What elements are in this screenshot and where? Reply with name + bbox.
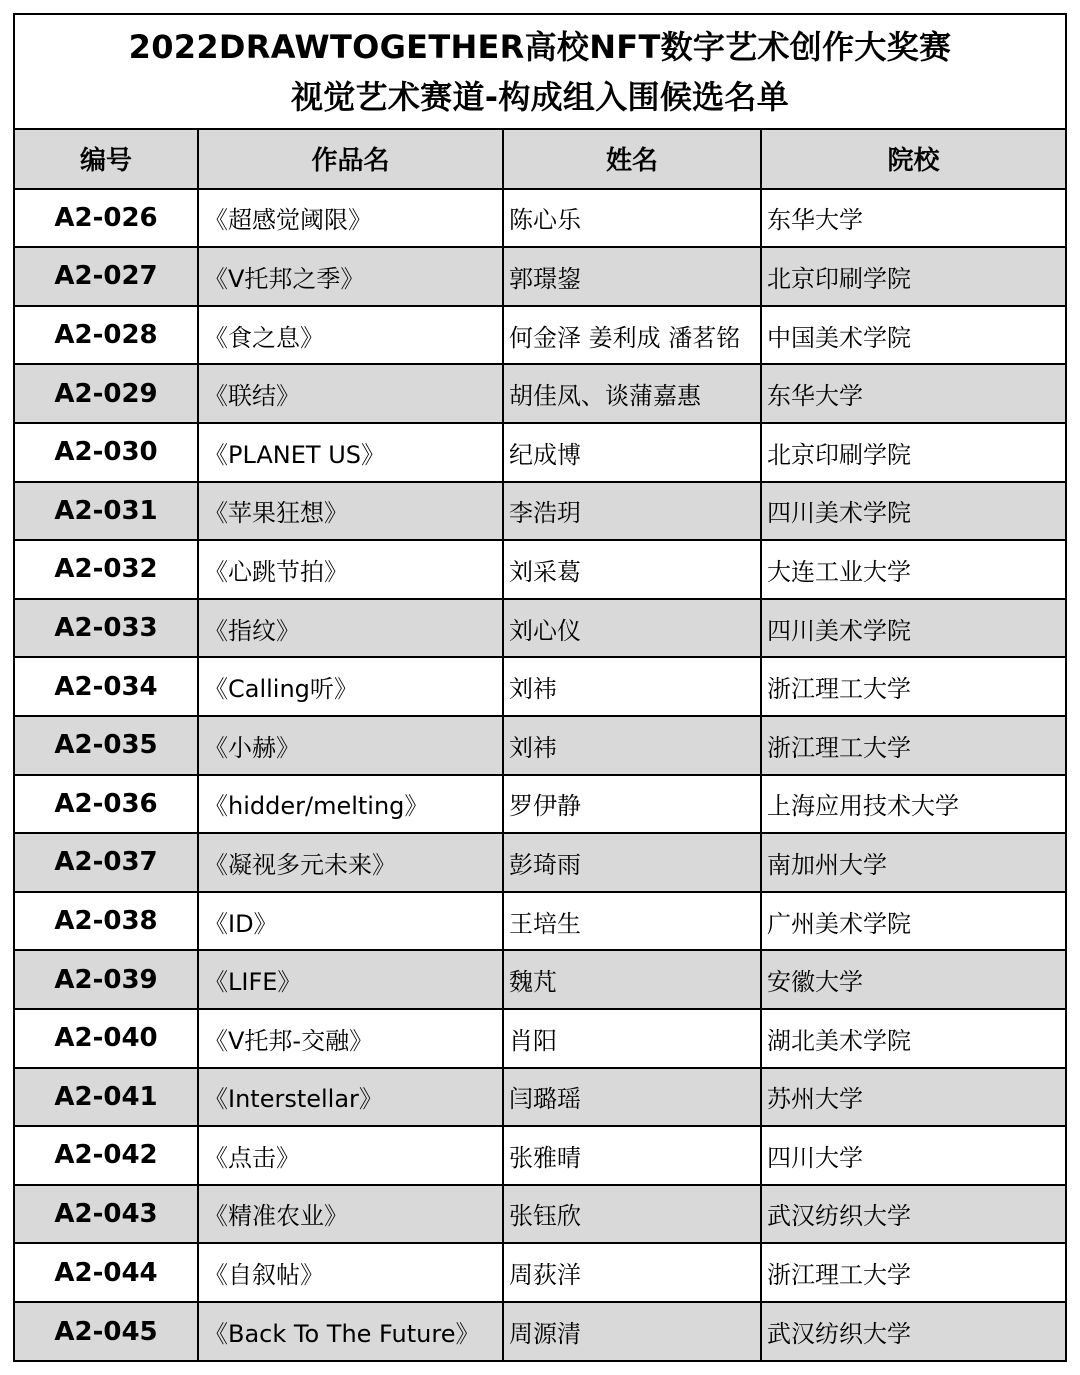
table-row	[15, 1185, 1065, 1244]
entry-id-cell: A2-034	[15, 657, 198, 716]
title-block	[15, 15, 1065, 130]
table-row	[15, 892, 1065, 951]
author-name-cell: 刘祎	[503, 716, 761, 775]
table-row	[15, 1126, 1065, 1185]
work-title-cell: 《指纹》	[198, 599, 503, 658]
entry-id-cell: A2-038	[15, 892, 198, 951]
work-title-cell: 《精准农业》	[198, 1185, 503, 1244]
school-cell: 上海应用技术大学	[761, 775, 1065, 834]
work-title-cell: 《凝视多元未来》	[198, 833, 503, 892]
entry-id-cell: A2-043	[15, 1185, 198, 1244]
school-cell: 武汉纺织大学	[761, 1302, 1065, 1361]
table-row	[15, 423, 1065, 482]
work-title-cell: 《Back To The Future》	[198, 1302, 503, 1361]
author-name-cell: 胡佳凤、谈蒲嘉惠	[503, 364, 761, 423]
work-title-cell: 《V托邦-交融》	[198, 1009, 503, 1068]
work-title-cell: 《自叙帖》	[198, 1243, 503, 1302]
school-cell: 浙江理工大学	[761, 1243, 1065, 1302]
table-row	[15, 657, 1065, 716]
author-name-cell: 肖阳	[503, 1009, 761, 1068]
school-cell: 武汉纺织大学	[761, 1185, 1065, 1244]
entry-id-cell: A2-037	[15, 833, 198, 892]
author-name-cell: 罗伊静	[503, 775, 761, 834]
table-row	[15, 1243, 1065, 1302]
author-name-cell: 李浩玥	[503, 482, 761, 541]
author-name-cell: 陈心乐	[503, 189, 761, 248]
column-header-id: 编号	[15, 130, 198, 189]
school-cell: 浙江理工大学	[761, 716, 1065, 775]
table-row	[15, 833, 1065, 892]
entry-id-cell: A2-031	[15, 482, 198, 541]
author-name-cell: 纪成博	[503, 423, 761, 482]
entry-id-cell: A2-044	[15, 1243, 198, 1302]
table-row	[15, 306, 1065, 365]
entry-id-cell: A2-029	[15, 364, 198, 423]
work-title-cell: 《Interstellar》	[198, 1068, 503, 1127]
work-title-cell: 《食之息》	[198, 306, 503, 365]
entry-id-cell: A2-032	[15, 540, 198, 599]
table-body	[15, 189, 1065, 1361]
school-cell: 大连工业大学	[761, 540, 1065, 599]
table-row	[15, 189, 1065, 248]
entry-id-cell: A2-041	[15, 1068, 198, 1127]
table-row	[15, 775, 1065, 834]
author-name-cell: 王培生	[503, 892, 761, 951]
table-row	[15, 950, 1065, 1009]
column-header-school: 院校	[761, 130, 1065, 189]
school-cell: 北京印刷学院	[761, 423, 1065, 482]
column-header-work: 作品名	[198, 130, 503, 189]
school-cell: 苏州大学	[761, 1068, 1065, 1127]
school-cell: 东华大学	[761, 364, 1065, 423]
work-title-cell: 《超感觉阈限》	[198, 189, 503, 248]
candidate-list-sheet	[13, 13, 1067, 1362]
school-cell: 北京印刷学院	[761, 247, 1065, 306]
entry-id-cell: A2-030	[15, 423, 198, 482]
school-cell: 安徽大学	[761, 950, 1065, 1009]
author-name-cell: 郭璟鋆	[503, 247, 761, 306]
school-cell: 四川大学	[761, 1126, 1065, 1185]
work-title-cell: 《ID》	[198, 892, 503, 951]
entry-id-cell: A2-045	[15, 1302, 198, 1361]
author-name-cell: 魏芃	[503, 950, 761, 1009]
entry-id-cell: A2-028	[15, 306, 198, 365]
entry-id-cell: A2-033	[15, 599, 198, 658]
competition-title: 2022DRAWTOGETHER高校NFT数字艺术创作大奖赛	[128, 27, 952, 66]
work-title-cell: 《小赫》	[198, 716, 503, 775]
author-name-cell: 周源清	[503, 1302, 761, 1361]
author-name-cell: 刘采葛	[503, 540, 761, 599]
table-row	[15, 540, 1065, 599]
school-cell: 东华大学	[761, 189, 1065, 248]
work-title-cell: 《心跳节拍》	[198, 540, 503, 599]
work-title-cell: 《Calling听》	[198, 657, 503, 716]
author-name-cell: 刘心仪	[503, 599, 761, 658]
entry-id-cell: A2-026	[15, 189, 198, 248]
work-title-cell: 《LIFE》	[198, 950, 503, 1009]
work-title-cell: 《PLANET US》	[198, 423, 503, 482]
table-row	[15, 716, 1065, 775]
table-row	[15, 1302, 1065, 1361]
school-cell: 四川美术学院	[761, 599, 1065, 658]
school-cell: 浙江理工大学	[761, 657, 1065, 716]
work-title-cell: 《联结》	[198, 364, 503, 423]
entry-id-cell: A2-040	[15, 1009, 198, 1068]
school-cell: 广州美术学院	[761, 892, 1065, 951]
school-cell: 中国美术学院	[761, 306, 1065, 365]
entry-id-cell: A2-036	[15, 775, 198, 834]
entry-id-cell: A2-039	[15, 950, 198, 1009]
table-row	[15, 1068, 1065, 1127]
work-title-cell: 《点击》	[198, 1126, 503, 1185]
work-title-cell: 《V托邦之季》	[198, 247, 503, 306]
table-row	[15, 1009, 1065, 1068]
table-row	[15, 364, 1065, 423]
candidate-table	[15, 130, 1065, 1360]
author-name-cell: 闫璐瑶	[503, 1068, 761, 1127]
table-row	[15, 482, 1065, 541]
column-header-name: 姓名	[503, 130, 761, 189]
author-name-cell: 何金泽 姜利成 潘茗铭	[503, 306, 761, 365]
header-row	[15, 130, 1065, 189]
school-cell: 南加州大学	[761, 833, 1065, 892]
entry-id-cell: A2-042	[15, 1126, 198, 1185]
author-name-cell: 彭琦雨	[503, 833, 761, 892]
work-title-cell: 《苹果狂想》	[198, 482, 503, 541]
table-row	[15, 599, 1065, 658]
work-title-cell: 《hidder/melting》	[198, 775, 503, 834]
author-name-cell: 周荻洋	[503, 1243, 761, 1302]
table-row	[15, 247, 1065, 306]
school-cell: 四川美术学院	[761, 482, 1065, 541]
author-name-cell: 张钰欣	[503, 1185, 761, 1244]
entry-id-cell: A2-027	[15, 247, 198, 306]
list-subtitle: 视觉艺术赛道-构成组入围候选名单	[290, 77, 790, 116]
entry-id-cell: A2-035	[15, 716, 198, 775]
author-name-cell: 张雅晴	[503, 1126, 761, 1185]
author-name-cell: 刘祎	[503, 657, 761, 716]
school-cell: 湖北美术学院	[761, 1009, 1065, 1068]
